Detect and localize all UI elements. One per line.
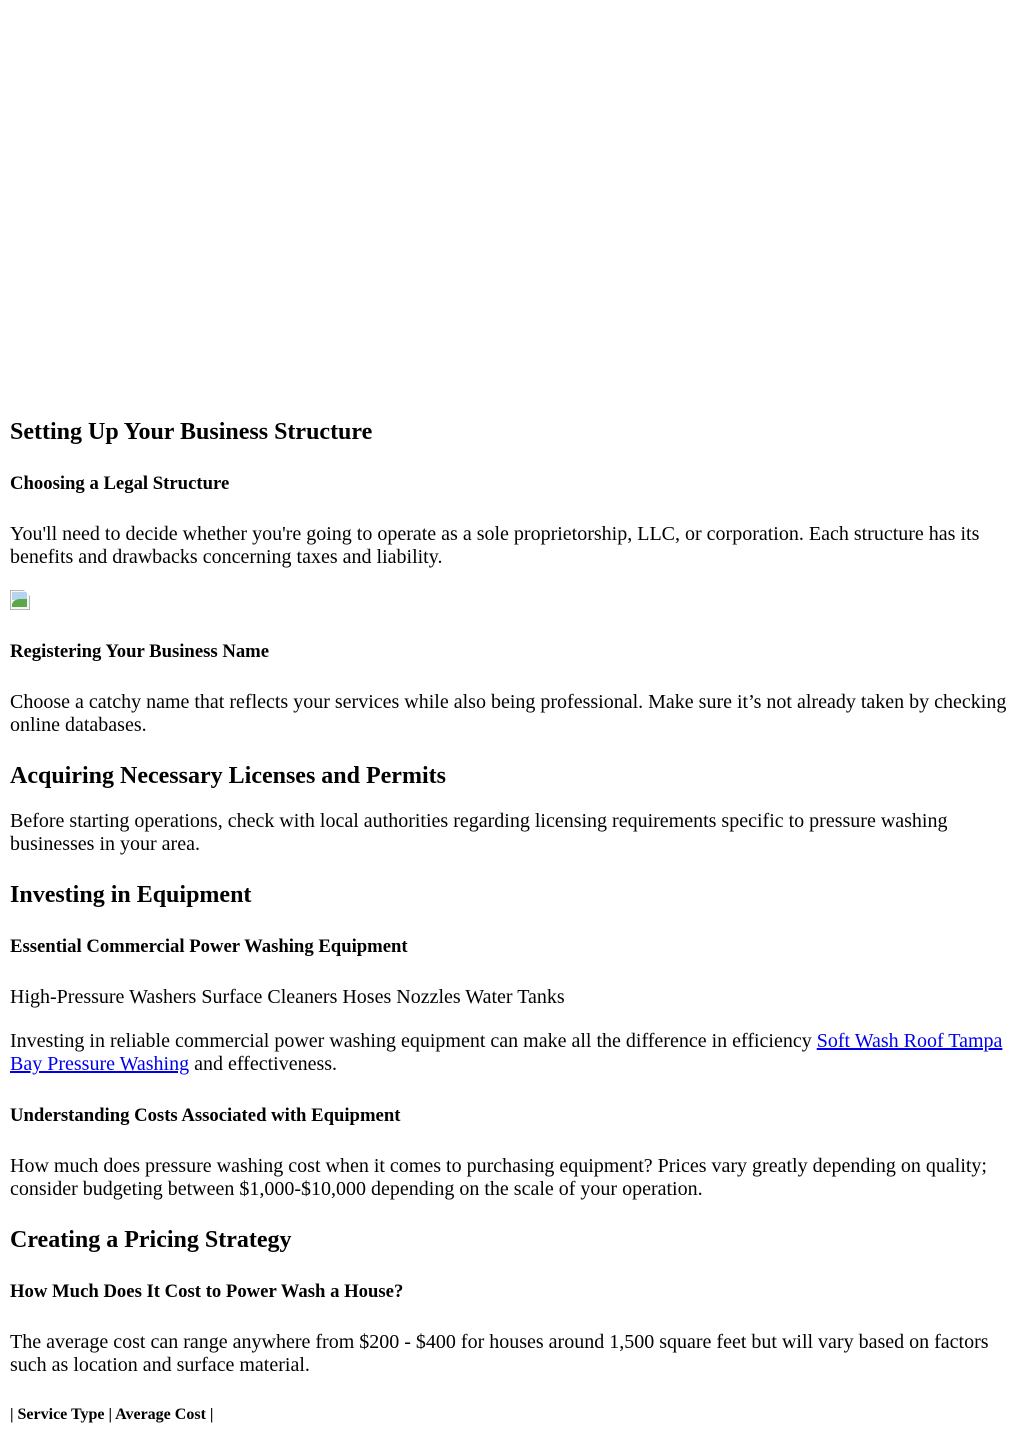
paragraph-equipment-costs: How much does pressure washing cost when it comes to purchasing equipment? Prices vary greatly depending on quality; consider budgeting between $1,000-$10,000 depending on the scale of your operation. — [10, 1155, 987, 1200]
equipment-list-line: High-Pressure Washers Surface Cleaners Hoses Nozzles Water Tanks — [10, 986, 565, 1008]
heading-legal-structure: Choosing a Legal Structure — [10, 473, 230, 494]
heading-equipment-costs: Understanding Costs Associated with Equipment — [10, 1105, 401, 1126]
equipment-text-after-link: and effectiveness. — [189, 1053, 338, 1075]
heading-business-structure: Setting Up Your Business Structure — [10, 419, 373, 445]
paragraph-legal-structure: You'll need to decide whether you're going to operate as a sole proprietorship, LLC, or corporation. Each structure has its benefits and drawbacks concerning taxes and liability. — [10, 523, 980, 568]
heading-business-name: Registering Your Business Name — [10, 641, 270, 662]
paragraph-licenses: Before starting operations, check with local authorities regarding licensing requirements specific to pressure washing businesses in your area. — [10, 810, 948, 855]
paragraph-equipment-investing — [10, 1030, 1014, 1076]
heading-equipment: Investing in Equipment — [10, 882, 252, 908]
blank-hero-area — [10, 0, 1014, 418]
heading-pricing-strategy: Creating a Pricing Strategy — [10, 1227, 292, 1253]
paragraph-business-name: Choose a catchy name that reflects your services while also being professional. Make sure it’s not already taken by checking online databases. — [10, 691, 1007, 736]
soft-wash-roof-link[interactable]: Soft Wash Roof Tampa Bay Pressure Washing — [10, 1030, 1003, 1075]
paragraph-house-cost: The average cost can range anywhere from $200 - $400 for houses around 1,500 square feet but will vary based on factors such as location and surface material. — [10, 1331, 989, 1376]
equipment-text-before-link: Investing in reliable commercial power washing equipment can make all the difference in efficiency — [10, 1030, 817, 1052]
heading-house-cost: How Much Does It Cost to Power Wash a House? — [10, 1281, 404, 1302]
broken-image-icon — [10, 590, 30, 610]
heading-essential-equipment: Essential Commercial Power Washing Equipment — [10, 936, 408, 957]
article — [10, 0, 1014, 1425]
heading-licenses: Acquiring Necessary Licenses and Permits — [10, 763, 446, 789]
table-header-line: | Service Type | Average Cost | — [10, 1406, 214, 1423]
